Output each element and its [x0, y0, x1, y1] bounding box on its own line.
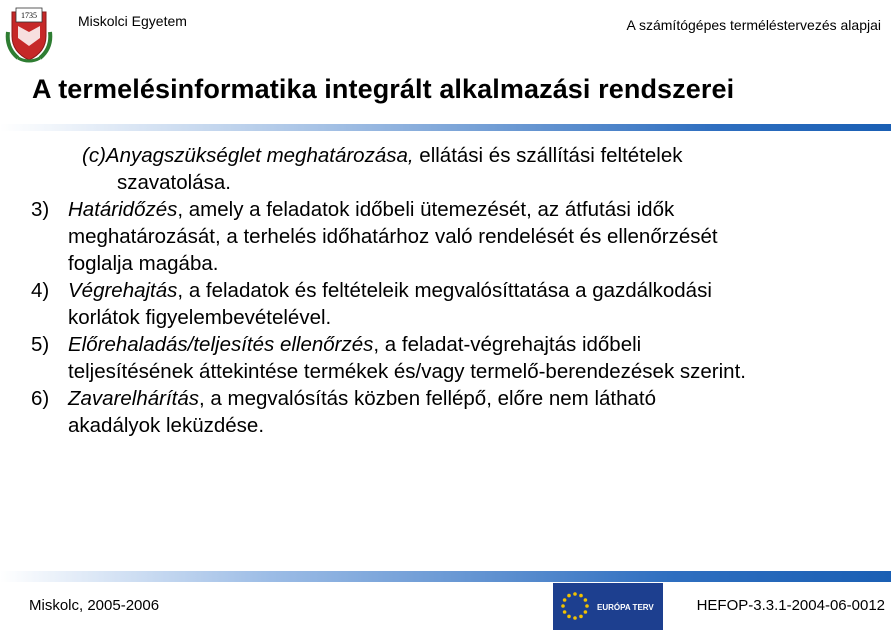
footer-place-date: Miskolc, 2005-2006 — [29, 597, 160, 614]
list-item-line — [68, 331, 878, 358]
list-item-text: akadályok leküzdése. — [68, 414, 265, 437]
eu-star-icon — [563, 598, 567, 602]
eu-star-icon — [584, 598, 588, 602]
list-item-text: , amely a feladatok időbeli ütemezését, az átfutási idők — [177, 198, 675, 221]
list-item-text: , a feladatok és feltételeik megvalósíttatása a gazdálkodási — [177, 279, 712, 302]
list-item-term: Zavarelhárítás — [68, 387, 200, 410]
eu-logo-text: EURÓPA TERV — [597, 603, 654, 612]
eu-star-icon — [567, 594, 571, 598]
list-item-text: ellátási és szállítási feltételek — [413, 144, 683, 167]
header-course-title: A számítógépes terméléstervezés alapjai — [626, 17, 881, 33]
eu-star-icon — [585, 604, 589, 608]
eu-star-icon — [563, 610, 567, 614]
eu-star-icon — [579, 615, 583, 619]
list-item-number: 3) — [31, 198, 50, 221]
header-university-name: Miskolci Egyetem — [78, 13, 187, 29]
list-item-text: teljesítésének áttekintése termékek és/vagy termelő-berendezések szerint. — [68, 360, 746, 383]
list-item-text: foglalja magába. — [68, 252, 219, 275]
list-item-number: 6) — [31, 387, 50, 410]
header-divider-bar — [0, 124, 891, 131]
list-item-term: (c)Anyagszükséglet meghatározása, — [82, 144, 414, 167]
list-item-line — [68, 277, 878, 304]
list-item-number: 4) — [31, 279, 50, 302]
list-item-term: Előrehaladás/teljesítés ellenőrzés — [68, 333, 374, 356]
crest-year-text: 1735 — [21, 11, 37, 20]
list-item-text: , a megvalósítás közben fellépő, előre nem látható — [199, 387, 656, 410]
list-item-line — [68, 385, 878, 412]
eu-star-icon — [573, 592, 577, 596]
list-item-text: szavatolása. — [117, 171, 231, 194]
list-item-text: korlátok figyelembevételével. — [68, 306, 332, 329]
list-item-line — [117, 169, 891, 196]
list-item-term: Végrehajtás — [68, 279, 178, 302]
list-item-text: , a feladat-végrehajtás időbeli — [373, 333, 642, 356]
list-item-number: 5) — [31, 333, 50, 356]
list-item-term: Határidőzés — [68, 198, 178, 221]
list-item-line — [68, 358, 878, 385]
footer-divider-bar — [0, 571, 891, 582]
eu-star-icon — [584, 610, 588, 614]
university-crest-logo — [4, 2, 54, 64]
eu-star-icon — [579, 594, 583, 598]
slide-title: A termelésinformatika integrált alkalmazási rendszerei — [32, 74, 735, 104]
list-item-line — [68, 250, 878, 277]
europa-terv-logo — [553, 583, 663, 630]
list-item-line — [68, 304, 878, 331]
eu-star-icon — [573, 616, 577, 620]
eu-star-icon — [567, 615, 571, 619]
list-item-line — [68, 223, 878, 250]
footer-project-code: HEFOP-3.3.1-2004-06-0012 — [696, 597, 885, 614]
list-item-line — [68, 412, 878, 439]
list-item-text: meghatározását, a terhelés időhatárhoz való rendelését és ellenőrzését — [68, 225, 718, 248]
eu-star-icon — [561, 604, 565, 608]
list-item-line — [68, 196, 878, 223]
list-item-line — [82, 142, 891, 169]
